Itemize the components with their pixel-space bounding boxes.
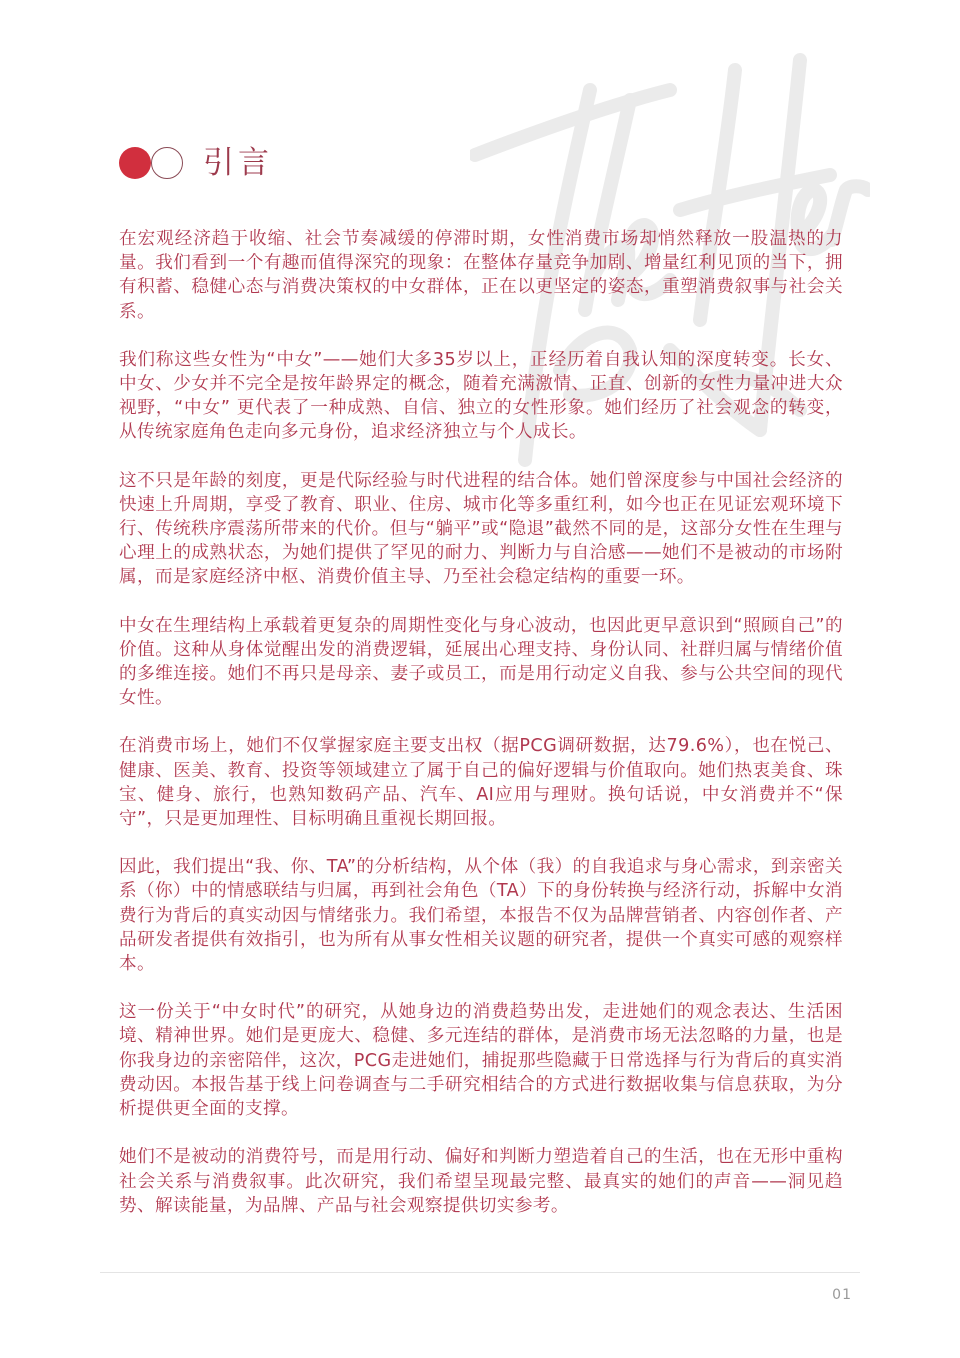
footer-divider [100,1272,860,1273]
section-header [119,143,273,183]
filled-circle-icon [119,147,151,179]
paragraph-1: 在宏观经济趋于收缩、社会节奏减缓的停滞时期，女性消费市场却悄然释放一股温热的力量。我们看到一个有趣而值得深究的现象：在整体存量竞争加剧、增量红利见顶的当下，拥有积蓄、稳健心态与消费决策权的中女群体，正在以更坚定的姿态，重塑消费叙事与社会关系。 [119,229,843,322]
paragraph-3: 这不只是年龄的刻度，更是代际经验与时代进程的结合体。她们曾深度参与中国社会经济的快速上升周期，享受了教育、职业、住房、城市化等多重红利，如今也正在见证宏观环境下行、传统秩序震荡所带来的代价。但与“躺平”或“隐退”截然不同的是，这部分女性在生理与心理上的成熟状态，为她们提供了罕见的耐力、判断力与自洽感——她们不是被动的市场附属，而是家庭经济中枢、消费价值主导、乃至社会稳定结构的重要一环。 [119,470,843,588]
two-circles-icon [119,146,185,180]
paragraph-2: 我们称这些女性为“中女”——她们大多35岁以上，正经历着自我认知的深度转变。长女、中女、少女并不完全是按年龄界定的概念，随着充满激情、正直、创新的女性力量冲进大众视野，“中女” 更代表了一种成熟、自信、独立的女性形象。她们经历了社会观念的转变，从传统家庭角色走向多元身份，追求经济独立与个人成长。 [119,349,843,443]
paragraph-8: 她们不是被动的消费符号，而是用行动、偏好和判断力塑造着自己的生活，也在无形中重构社会关系与消费叙事。此次研究，我们希望呈现最完整、最真实的她们的声音——洞见趋势、解读能量，为品牌、产品与社会观察提供切实参考。 [119,1147,843,1216]
page-number: 01 [832,1287,852,1303]
paragraph-6: 因此，我们提出“我、你、TA”的分析结构，从个体（我）的自我追求与身心需求，到亲密关系（你）中的情感联结与归属，再到社会角色（TA）下的身份转换与经济行动，拆解中女消费行为背后的真实动因与情绪张力。我们希望，本报告不仅为品牌营销者、内容创作者、产品研发者提供有效指引，也为所有从事女性相关议题的研究者，提供一个真实可感的观察样本。 [119,857,843,975]
body-text [119,227,843,1242]
paragraph-5: 在消费市场上，她们不仅掌握家庭主要支出权（据PCG调研数据，达79.6%），也在悦己、健康、医美、教育、投资等领域建立了属于自己的偏好逻辑与价值取向。她们热衷美食、珠宝、健身、旅行，也熟知数码产品、汽车、AI应用与理财。换句话说，中女消费并不“保守”，只是更加理性、目标明确且重视长期回报。 [119,736,843,830]
paragraph-7: 这一份关于“中女时代”的研究，从她身边的消费趋势出发，走进她们的观念表达、生活困境、精神世界。她们是更庞大、稳健、多元连结的群体，是消费市场无法忽略的力量，也是你我身边的亲密陪伴，这次，PCG走进她们，捕捉那些隐藏于日常选择与行为背后的真实消费动因。本报告基于线上问卷调查与二手研究相结合的方式进行数据收集与信息获取，为分析提供更全面的支撑。 [119,1002,843,1120]
section-title: 引言 [203,145,273,181]
outline-circle-icon [151,147,183,179]
paragraph-4: 中女在生理结构上承载着更复杂的周期性变化与身心波动，也因此更早意识到“照顾自己”的价值。这种从身体觉醒出发的消费逻辑，延展出心理支持、身份认同、社群归属与情绪价值的多维连接。她们不再只是母亲、妻子或员工，而是用行动定义自我、参与公共空间的现代女性。 [119,615,843,709]
